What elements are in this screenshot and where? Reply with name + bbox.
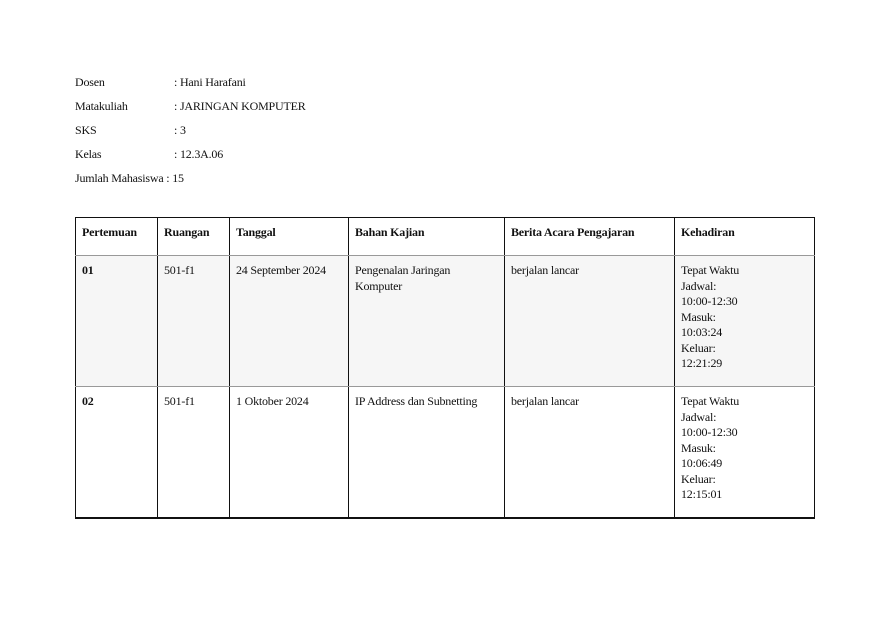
column-header-kehadiran: Kehadiran bbox=[675, 218, 815, 256]
info-value: 15 bbox=[172, 171, 184, 185]
info-separator: : bbox=[174, 147, 180, 161]
info-label: SKS bbox=[75, 123, 97, 137]
info-separator: : bbox=[174, 123, 180, 137]
attendance-in-label: Masuk: bbox=[681, 309, 716, 324]
attendance-schedule-value: 10:00-12:30 bbox=[681, 425, 738, 439]
attendance-out-value: 12:21:29 bbox=[681, 356, 723, 370]
cell-bahan-kajian: IP Address dan Subnetting bbox=[349, 387, 505, 519]
table-row bbox=[76, 256, 815, 387]
attendance-table bbox=[75, 217, 815, 519]
attendance-out-label: Keluar: bbox=[681, 340, 716, 355]
info-value: Hani Harafani bbox=[179, 75, 246, 89]
info-separator: : bbox=[174, 75, 180, 89]
info-row-matakuliah bbox=[75, 96, 306, 120]
cell-kehadiran bbox=[675, 387, 815, 519]
info-separator: : bbox=[174, 99, 180, 113]
cell-berita-acara: berjalan lancar bbox=[505, 387, 675, 519]
course-info bbox=[75, 72, 306, 192]
info-value: 12.3A.06 bbox=[179, 147, 224, 161]
attendance-in-label: Masuk: bbox=[681, 440, 716, 455]
cell-pertemuan: 01 bbox=[76, 256, 158, 387]
column-header-tanggal: Tanggal bbox=[230, 218, 349, 256]
info-value: 3 bbox=[179, 123, 186, 137]
table-row bbox=[76, 387, 815, 519]
attendance-out-value: 12:15:01 bbox=[681, 487, 723, 501]
attendance-schedule-label: Jadwal: bbox=[681, 278, 717, 293]
info-label: Dosen bbox=[75, 75, 105, 89]
column-header-ruangan: Ruangan bbox=[158, 218, 230, 256]
column-header-bahan-kajian: Bahan Kajian bbox=[349, 218, 505, 256]
cell-tanggal: 1 Oktober 2024 bbox=[230, 387, 349, 519]
cell-bahan-kajian: Pengenalan Jaringan Komputer bbox=[349, 256, 505, 387]
attendance-in-value: 10:03:24 bbox=[681, 325, 723, 339]
cell-berita-acara: berjalan lancar bbox=[505, 256, 675, 387]
cell-pertemuan: 02 bbox=[76, 387, 158, 519]
attendance-in-value: 10:06:49 bbox=[681, 456, 723, 470]
attendance-schedule-label: Jadwal: bbox=[681, 409, 717, 424]
info-row-jumlah-mahasiswa bbox=[75, 168, 306, 192]
info-label: Jumlah Mahasiswa bbox=[75, 171, 164, 185]
cell-ruangan: 501-f1 bbox=[158, 387, 230, 519]
info-row-kelas bbox=[75, 144, 306, 168]
info-separator: : bbox=[163, 171, 173, 185]
column-header-berita-acara: Berita Acara Pengajaran bbox=[505, 218, 675, 256]
table-header-row bbox=[76, 218, 815, 256]
info-row-sks bbox=[75, 120, 306, 144]
attendance-schedule-value: 10:00-12:30 bbox=[681, 294, 738, 308]
info-row-dosen bbox=[75, 72, 306, 96]
info-value: JARINGAN KOMPUTER bbox=[179, 99, 306, 113]
info-label: Kelas bbox=[75, 147, 102, 161]
cell-tanggal: 24 September 2024 bbox=[230, 256, 349, 387]
cell-ruangan: 501-f1 bbox=[158, 256, 230, 387]
attendance-status: Tepat Waktu bbox=[681, 263, 740, 277]
attendance-status: Tepat Waktu bbox=[681, 394, 740, 408]
attendance-out-label: Keluar: bbox=[681, 471, 716, 486]
info-label: Matakuliah bbox=[75, 99, 128, 113]
cell-kehadiran bbox=[675, 256, 815, 387]
column-header-pertemuan: Pertemuan bbox=[76, 218, 158, 256]
